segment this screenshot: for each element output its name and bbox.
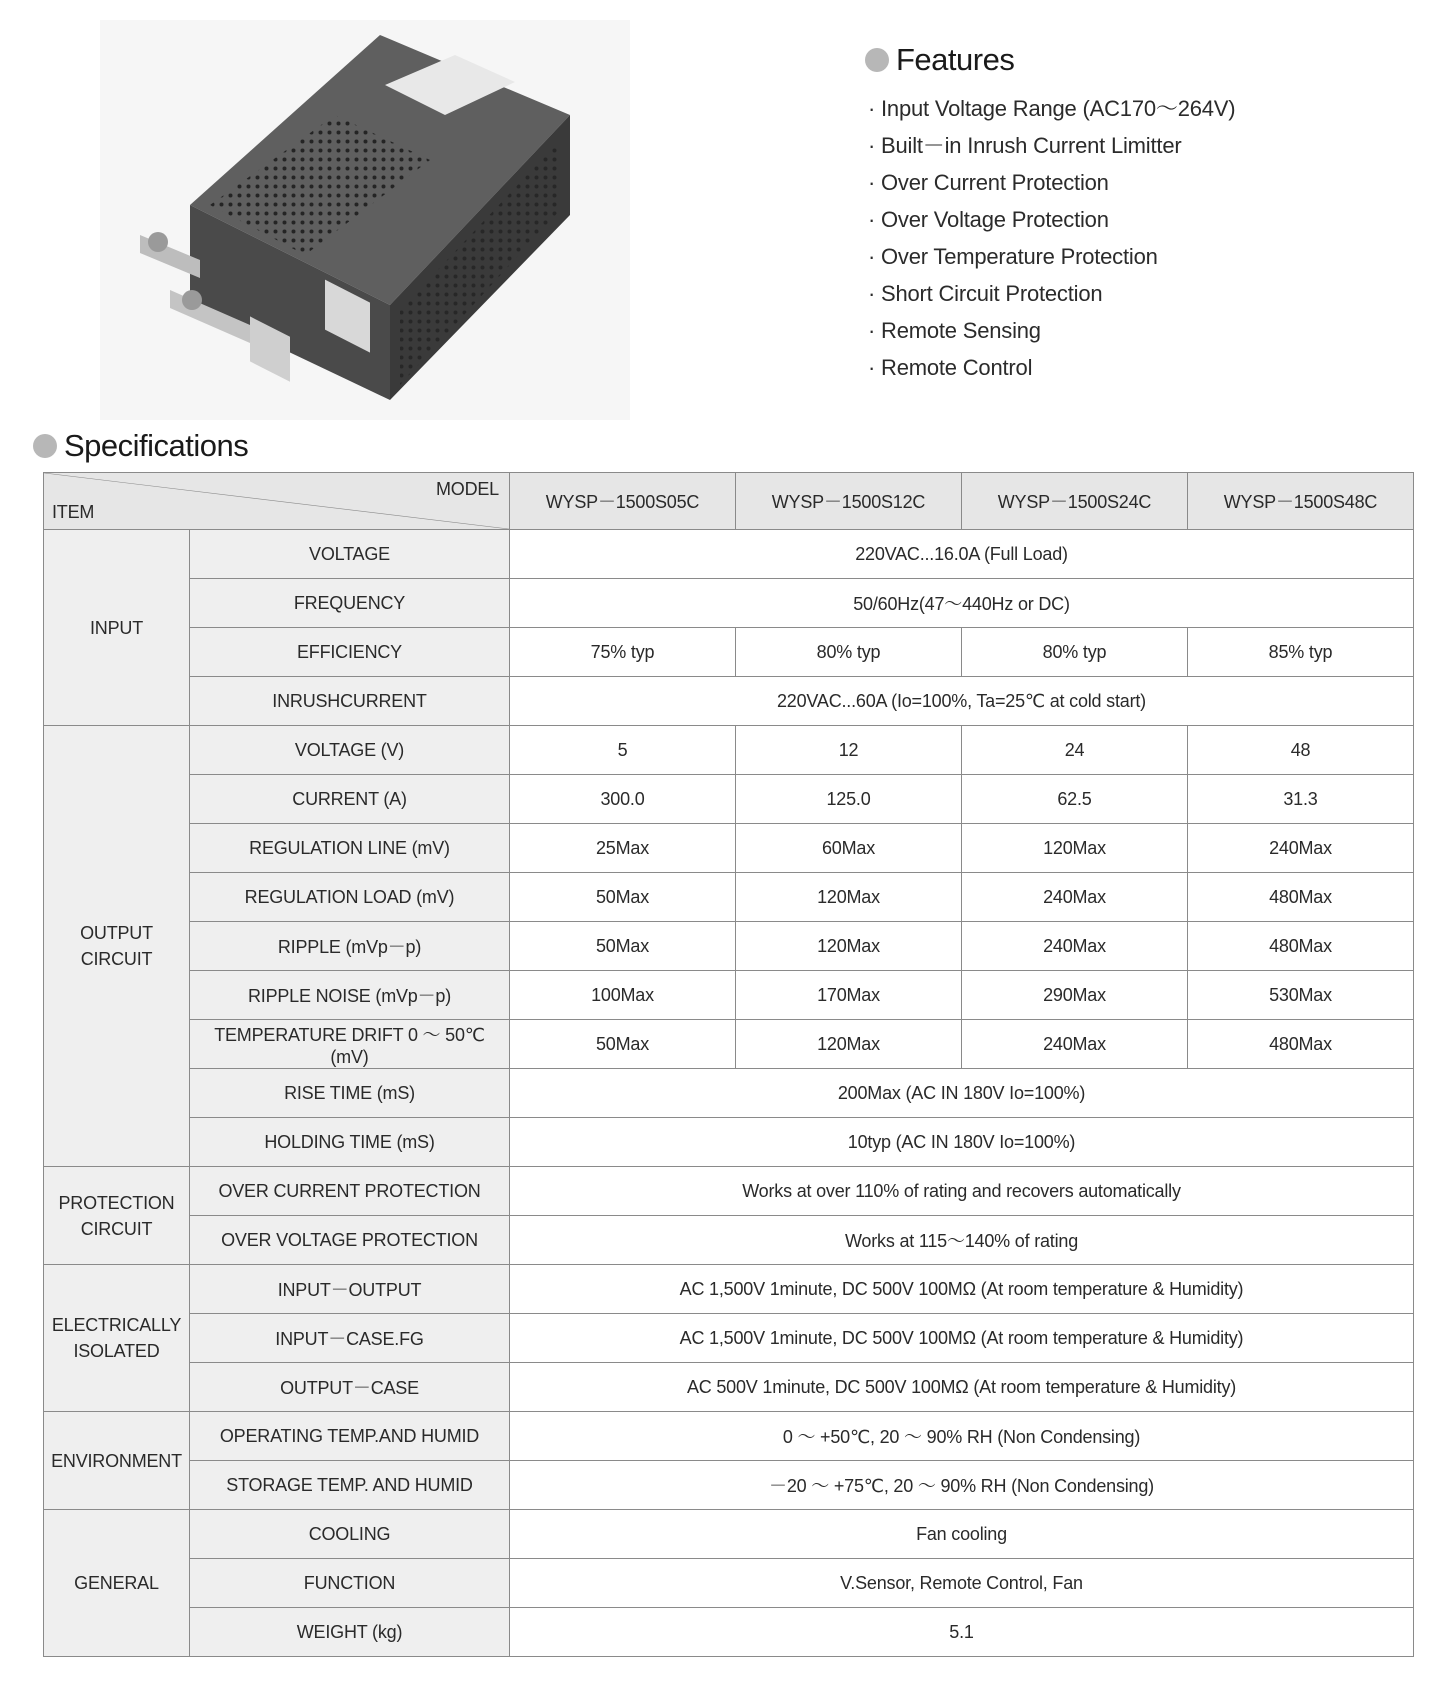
spanning-value-cell: AC 1,500V 1minute, DC 500V 100MΩ (At room temperature & Humidity): [510, 1265, 1414, 1314]
table-row: [44, 1265, 1414, 1314]
group-label-cell: GENERAL: [44, 1510, 190, 1657]
table-row: [44, 1510, 1414, 1559]
bullet-dot-icon: ·: [868, 355, 876, 380]
value-cell: 480Max: [1188, 1020, 1414, 1069]
feature-item: [868, 127, 1425, 164]
value-cell: 12: [736, 726, 962, 775]
model-header-cell: WYSP－1500S48C: [1188, 473, 1414, 530]
group-label-cell: PROTECTION CIRCUIT: [44, 1167, 190, 1265]
item-label-cell: OUTPUT－CASE: [190, 1363, 510, 1412]
value-cell: 100Max: [510, 971, 736, 1020]
value-cell: 120Max: [736, 873, 962, 922]
features-list: [865, 90, 1425, 386]
table-header-row: [44, 473, 1414, 530]
value-cell: 5: [510, 726, 736, 775]
model-header-cell: WYSP－1500S24C: [962, 473, 1188, 530]
item-label-cell: VOLTAGE: [190, 530, 510, 579]
spanning-value-cell: 200Max (AC IN 180V Io=100%): [510, 1069, 1414, 1118]
spanning-value-cell: 220VAC...16.0A (Full Load): [510, 530, 1414, 579]
bullet-dot-icon: ·: [868, 318, 876, 343]
item-label-cell: VOLTAGE (V): [190, 726, 510, 775]
specifications-table: [43, 472, 1414, 1657]
spanning-value-cell: 0 ～ +50℃, 20 ～ 90% RH (Non Condensing): [510, 1412, 1414, 1461]
value-cell: 480Max: [1188, 873, 1414, 922]
item-label-cell: REGULATION LOAD (mV): [190, 873, 510, 922]
table-row: [44, 873, 1414, 922]
specifications-header: [33, 428, 248, 464]
model-corner-label: MODEL: [435, 479, 499, 499]
item-label-cell: REGULATION LINE (mV): [190, 824, 510, 873]
table-row: [44, 1559, 1414, 1608]
bullet-circle-icon: [865, 48, 889, 72]
feature-text: Input Voltage Range (AC170～264V): [881, 96, 1236, 121]
table-row: [44, 1461, 1414, 1510]
value-cell: 480Max: [1188, 922, 1414, 971]
value-cell: 290Max: [962, 971, 1188, 1020]
group-label-cell: ENVIRONMENT: [44, 1412, 190, 1510]
feature-text: Over Voltage Protection: [881, 207, 1109, 232]
feature-item: [868, 201, 1425, 238]
value-cell: 31.3: [1188, 775, 1414, 824]
item-label-cell: INRUSHCURRENT: [190, 677, 510, 726]
value-cell: 170Max: [736, 971, 962, 1020]
spanning-value-cell: 10typ (AC IN 180V Io=100%): [510, 1118, 1414, 1167]
feature-item: [868, 349, 1425, 386]
bullet-dot-icon: ·: [868, 281, 876, 306]
value-cell: 120Max: [962, 824, 1188, 873]
feature-text: Built－in Inrush Current Limitter: [881, 133, 1182, 158]
feature-item: [868, 312, 1425, 349]
bullet-dot-icon: ·: [868, 207, 876, 232]
spanning-value-cell: V.Sensor, Remote Control, Fan: [510, 1559, 1414, 1608]
feature-item: [868, 164, 1425, 201]
spanning-value-cell: Works at over 110% of rating and recovers automatically: [510, 1167, 1414, 1216]
bullet-circle-icon: [33, 434, 57, 458]
value-cell: 240Max: [962, 1020, 1188, 1069]
table-row: [44, 1216, 1414, 1265]
model-header-cell: WYSP－1500S12C: [736, 473, 962, 530]
table-row: [44, 677, 1414, 726]
table-row: [44, 1363, 1414, 1412]
feature-text: Over Current Protection: [881, 170, 1109, 195]
table-row: [44, 1118, 1414, 1167]
table-row: [44, 1608, 1414, 1657]
table-row: [44, 1412, 1414, 1461]
value-cell: 48: [1188, 726, 1414, 775]
product-photo: [100, 20, 630, 420]
value-cell: 240Max: [1188, 824, 1414, 873]
value-cell: 80% typ: [736, 628, 962, 677]
item-label-cell: HOLDING TIME (mS): [190, 1118, 510, 1167]
item-label-cell: INPUT－OUTPUT: [190, 1265, 510, 1314]
table-row: [44, 824, 1414, 873]
item-label-cell: EFFICIENCY: [190, 628, 510, 677]
table-row: [44, 922, 1414, 971]
bullet-dot-icon: ·: [868, 170, 876, 195]
item-label-cell: RIPPLE NOISE (mVp－p): [190, 971, 510, 1020]
item-label-cell: FREQUENCY: [190, 579, 510, 628]
value-cell: 300.0: [510, 775, 736, 824]
feature-text: Remote Control: [881, 355, 1033, 380]
value-cell: 240Max: [962, 922, 1188, 971]
table-row: [44, 1167, 1414, 1216]
model-header-cell: WYSP－1500S05C: [510, 473, 736, 530]
value-cell: 75% typ: [510, 628, 736, 677]
item-label-cell: RISE TIME (mS): [190, 1069, 510, 1118]
value-cell: 80% typ: [962, 628, 1188, 677]
feature-item: [868, 238, 1425, 275]
value-cell: 50Max: [510, 922, 736, 971]
value-cell: 125.0: [736, 775, 962, 824]
group-label-cell: INPUT: [44, 530, 190, 726]
table-row: [44, 971, 1414, 1020]
item-label-cell: INPUT－CASE.FG: [190, 1314, 510, 1363]
group-label-cell: OUTPUT CIRCUIT: [44, 726, 190, 1167]
value-cell: 50Max: [510, 1020, 736, 1069]
item-label-cell: OPERATING TEMP.AND HUMID: [190, 1412, 510, 1461]
table-row: [44, 1069, 1414, 1118]
value-cell: 62.5: [962, 775, 1188, 824]
item-corner-label: ITEM: [52, 502, 95, 522]
value-cell: 120Max: [736, 922, 962, 971]
table-row: [44, 1314, 1414, 1363]
value-cell: 530Max: [1188, 971, 1414, 1020]
model-item-corner-cell: [44, 473, 510, 530]
item-label-cell: OVER CURRENT PROTECTION: [190, 1167, 510, 1216]
bullet-dot-icon: ·: [868, 244, 876, 269]
feature-text: Short Circuit Protection: [881, 281, 1103, 306]
value-cell: 25Max: [510, 824, 736, 873]
specifications-title: Specifications: [64, 428, 249, 463]
item-label-cell: FUNCTION: [190, 1559, 510, 1608]
feature-item: [868, 275, 1425, 312]
spanning-value-cell: Works at 115～140% of rating: [510, 1216, 1414, 1265]
features-section: [865, 42, 1425, 386]
features-header: [865, 42, 1425, 78]
table-row: [44, 1020, 1414, 1069]
item-label-cell: WEIGHT (kg): [190, 1608, 510, 1657]
spanning-value-cell: AC 1,500V 1minute, DC 500V 100MΩ (At room temperature & Humidity): [510, 1314, 1414, 1363]
item-label-cell: CURRENT (A): [190, 775, 510, 824]
spanning-value-cell: 220VAC...60A (Io=100%, Ta=25℃ at cold start): [510, 677, 1414, 726]
spanning-value-cell: AC 500V 1minute, DC 500V 100MΩ (At room temperature & Humidity): [510, 1363, 1414, 1412]
feature-text: Over Temperature Protection: [881, 244, 1158, 269]
item-label-cell: RIPPLE (mVp－p): [190, 922, 510, 971]
value-cell: 85% typ: [1188, 628, 1414, 677]
bullet-dot-icon: ·: [868, 133, 876, 158]
table-row: [44, 530, 1414, 579]
value-cell: 240Max: [962, 873, 1188, 922]
bullet-dot-icon: ·: [868, 96, 876, 121]
table-row: [44, 726, 1414, 775]
table-row: [44, 579, 1414, 628]
item-label-cell: COOLING: [190, 1510, 510, 1559]
feature-item: [868, 90, 1425, 127]
value-cell: 120Max: [736, 1020, 962, 1069]
value-cell: 24: [962, 726, 1188, 775]
features-title: Features: [896, 42, 1015, 77]
item-label-cell: TEMPERATURE DRIFT 0 ～ 50℃ (mV): [190, 1020, 510, 1069]
value-cell: 60Max: [736, 824, 962, 873]
table-row: [44, 628, 1414, 677]
spanning-value-cell: 5.1: [510, 1608, 1414, 1657]
spanning-value-cell: 50/60Hz(47～440Hz or DC): [510, 579, 1414, 628]
spanning-value-cell: －20 ～ +75℃, 20 ～ 90% RH (Non Condensing): [510, 1461, 1414, 1510]
table-row: [44, 775, 1414, 824]
spanning-value-cell: Fan cooling: [510, 1510, 1414, 1559]
specifications-table-body: [44, 530, 1414, 1657]
item-label-cell: OVER VOLTAGE PROTECTION: [190, 1216, 510, 1265]
group-label-cell: ELECTRICALLY ISOLATED: [44, 1265, 190, 1412]
value-cell: 50Max: [510, 873, 736, 922]
feature-text: Remote Sensing: [881, 318, 1041, 343]
item-label-cell: STORAGE TEMP. AND HUMID: [190, 1461, 510, 1510]
